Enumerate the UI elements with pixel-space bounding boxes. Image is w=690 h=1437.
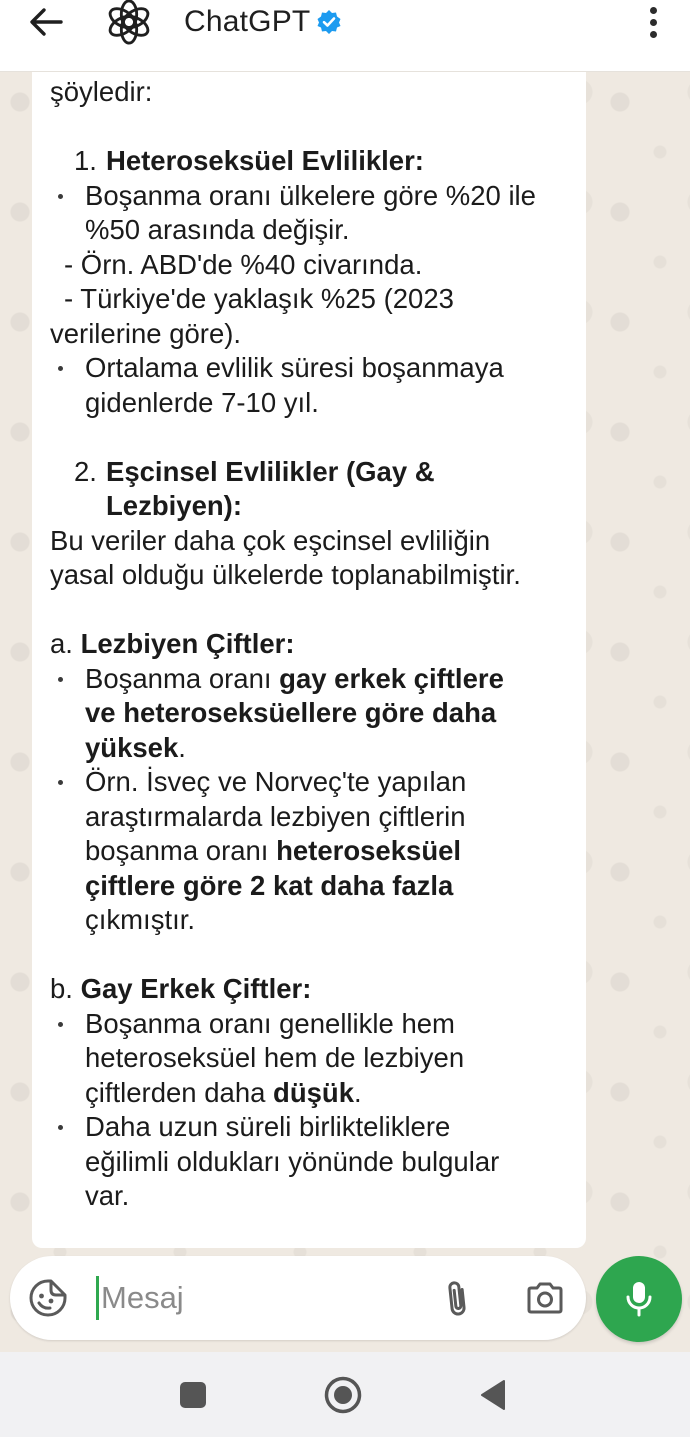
back-triangle-icon	[478, 1378, 508, 1412]
home-button[interactable]	[320, 1372, 366, 1418]
chat-header	[0, 0, 690, 72]
list-item: Boşanma oranı gay erkek çiftlere ve heteroseksüellere göre daha yüksek.	[50, 662, 564, 766]
more-options-button[interactable]	[638, 2, 668, 42]
list-item: - Örn. ABD'de %40 civarında.	[64, 248, 423, 280]
verified-badge-icon	[316, 9, 342, 35]
camera-button[interactable]	[522, 1276, 568, 1320]
message-bubble[interactable]	[32, 72, 586, 1248]
chat-area[interactable]	[0, 72, 690, 1352]
avatar[interactable]	[100, 0, 158, 47]
system-navigation-bar	[0, 1352, 690, 1437]
list-item: Örn. İsveç ve Norveç'te yapılan araştırmalarda lezbiyen çiftlerin boşanma oranı heteroseksüel çiftlere göre 2 kat daha fazla çıkmıştır.	[50, 765, 564, 938]
sticker-button[interactable]	[28, 1278, 68, 1318]
paperclip-icon	[444, 1278, 472, 1318]
sticker-smiley-icon	[28, 1278, 68, 1318]
more-vertical-icon	[650, 7, 657, 14]
system-back-button[interactable]	[470, 1372, 516, 1418]
openai-logo-icon	[106, 0, 152, 45]
list-item: - Türkiye'de yaklaşık %25 (2023	[64, 283, 454, 314]
contact-info[interactable]	[184, 0, 342, 44]
microphone-icon	[624, 1279, 654, 1319]
home-circle-icon	[323, 1375, 363, 1415]
list-item: Ortalama evlilik süresi boşanmaya gidenlerde 7-10 yıl.	[50, 351, 564, 420]
message-input[interactable]	[96, 1276, 416, 1320]
arrow-left-icon	[29, 7, 63, 37]
section-note: Bu veriler daha çok eşcinsel evliliğin	[50, 524, 491, 556]
camera-icon	[525, 1281, 565, 1315]
list-item: Boşanma oranı ülkelere göre %20 ile %50 arasında değişir.	[50, 179, 564, 248]
message-composer	[10, 1256, 586, 1340]
message-text: şöyledir: 1. Heteroseksüel Evlilikler: Boşanma oranı ülkelere göre %20 ile %50 arasında değişir. - Örn. ABD'de %40 civarında. - Türkiye'de yaklaşık %25 (2023 verilerine göre). Ortalama evlilik süresi boşanmaya gidenlerde 7-10 yıl. 2. Eşcinsel Evlilikler (Gay & Lezbiyen): Bu veriler daha çok eşcinsel evliliğin yasal olduğu ülkelerde toplanabilmiştir. a. Lezbiyen Çiftler: Boşanma oranı gay erkek çiftlere ve heteroseksüellere göre daha yüksek. Örn. İsveç ve Norveç'te yapılan araştırmalarda lezbiyen çiftlerin boşanma oranı heteroseksüel çiftlere göre 2 kat daha fazla çıkmıştır. b. Gay Erkek Çiftler: Boşanma oranı genellikle hem heteroseksüel hem de lezbiyen çiftlerden daha düşük. Daha uzun süreli birlikteliklere eğilimli oldukları yönünde bulgular var.	[50, 72, 564, 1214]
intro-text: şöyledir:	[50, 76, 153, 107]
back-button[interactable]	[24, 2, 68, 42]
recents-square-icon	[178, 1380, 208, 1410]
subsection-heading-a: a. Lezbiyen Çiftler:	[50, 628, 295, 659]
attach-button[interactable]	[438, 1276, 478, 1320]
contact-name: ChatGPT	[184, 5, 311, 38]
section-heading-2: 2. Eşcinsel Evlilikler (Gay &	[74, 455, 435, 487]
section-heading-1: 1. Heteroseksüel Evlilikler:	[74, 145, 424, 176]
list-item: Boşanma oranı genellikle hem heteroseksüel hem de lezbiyen çiftlerden daha düşük.	[50, 1007, 564, 1111]
subsection-heading-b: b. Gay Erkek Çiftler:	[50, 973, 312, 1004]
list-item: Daha uzun süreli birlikteliklere eğilimli oldukları yönünde bulgular var.	[50, 1110, 564, 1214]
voice-message-button[interactable]	[596, 1256, 682, 1342]
recents-button[interactable]	[170, 1372, 216, 1418]
